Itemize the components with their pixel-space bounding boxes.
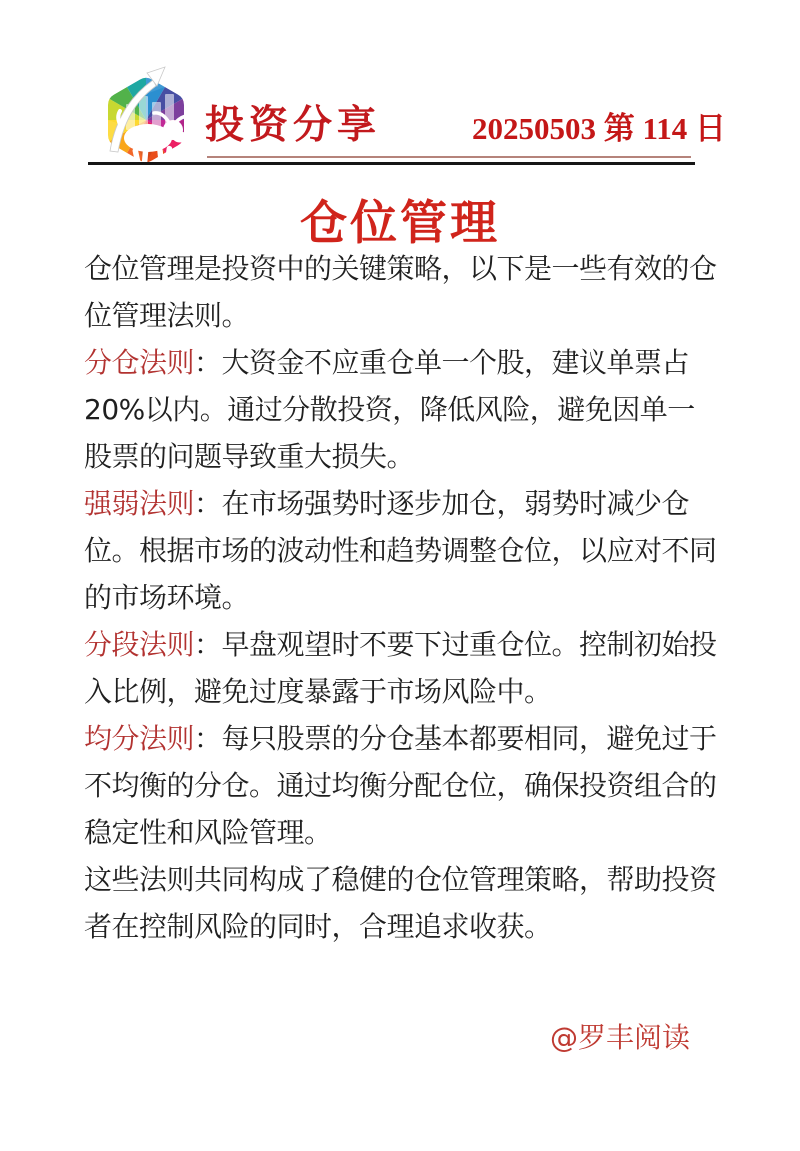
bull-growth-arrow-logo-icon [96, 64, 196, 168]
rule-paragraph-equal [84, 715, 718, 856]
brand-title: 投资分享 [205, 103, 382, 148]
section-label: 均分法则 [84, 722, 195, 755]
paragraph-text: ：在市场强势时逐步加仓，弱势时减少仓位。根据市场的波动性和趋势调整仓位，以应对不同的市场环境。 [84, 487, 717, 614]
author-watermark: @罗丰阅读 [549, 1021, 690, 1054]
page-title: 仓位管理 [300, 196, 500, 251]
paragraph-text: ：每只股票的分仓基本都要相同，避免过于不均衡的分仓。通过均衡分配仓位，确保投资组合的稳定性和风险管理。 [84, 722, 717, 849]
paragraph-text: ：大资金不应重仓单一个股，建议单票占20%以内。通过分散投资，降低风险，避免因单一股票的问题导致重大损失。 [84, 346, 695, 473]
paragraph-text: 这些法则共同构成了稳健的仓位管理策略，帮助投资者在控制风险的同时，合理追求收获。 [84, 863, 717, 943]
paragraph-text: ：早盘观望时不要下过重仓位。控制初始投入比例，避免过度暴露于市场风险中。 [84, 628, 717, 708]
rule-paragraph-split [84, 339, 718, 480]
header-rule-black [88, 162, 695, 165]
section-label: 分段法则 [84, 628, 195, 661]
rule-paragraph-strength [84, 480, 718, 621]
article-body [84, 245, 718, 950]
rule-paragraph-staged [84, 621, 718, 715]
header-rule-red [207, 156, 691, 158]
closing-paragraph [84, 856, 718, 950]
paragraph-text: 仓位管理是投资中的关键策略，以下是一些有效的仓位管理法则。 [84, 252, 717, 332]
section-label: 强弱法则 [84, 487, 195, 520]
intro-paragraph [84, 245, 718, 339]
issue-date: 20250503 第 114 日 [472, 111, 727, 146]
section-label: 分仓法则 [84, 346, 195, 379]
